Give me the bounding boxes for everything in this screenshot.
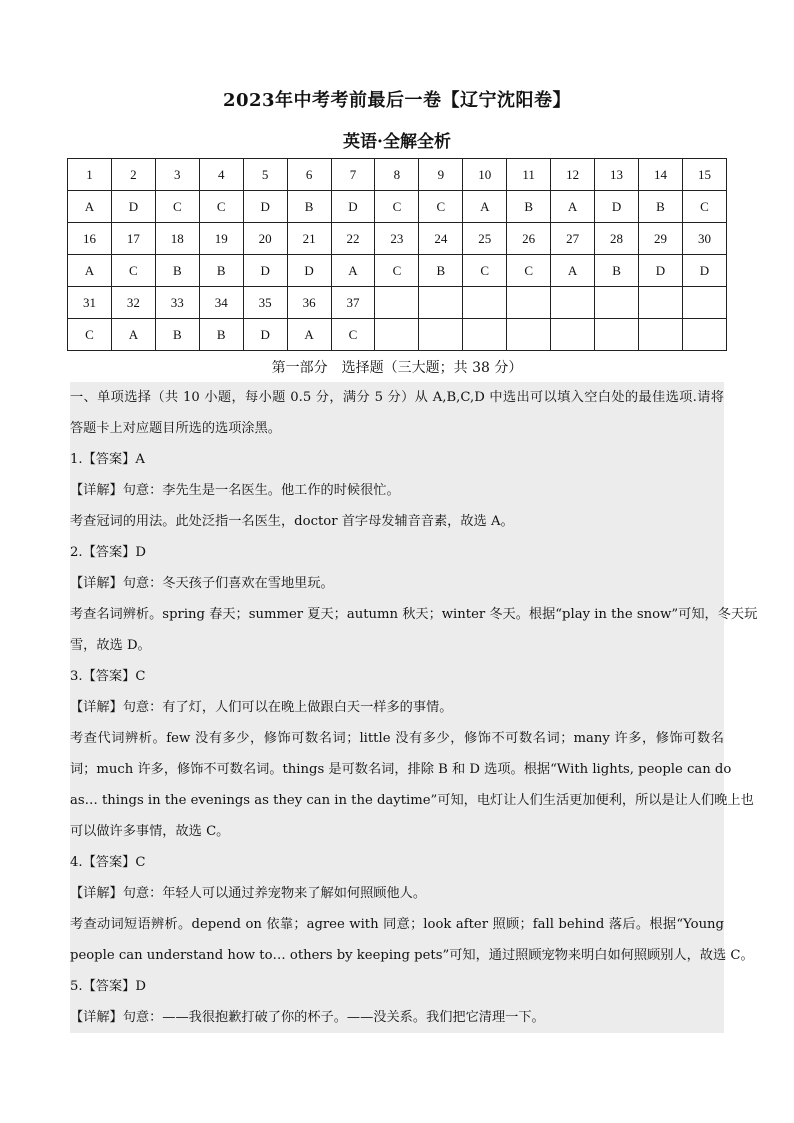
- answer-cell: C: [68, 319, 112, 351]
- answer-cell: C: [682, 191, 726, 223]
- question-number-cell: 19: [199, 223, 243, 255]
- answer-cell: [595, 319, 639, 351]
- question-number-cell: 28: [595, 223, 639, 255]
- question-number-cell: 16: [68, 223, 112, 255]
- question-number-cell: 26: [507, 223, 551, 255]
- question-number-cell: 37: [331, 287, 375, 319]
- question-number-cell: 29: [638, 223, 682, 255]
- question-number-cell: [419, 287, 463, 319]
- answer-cell: D: [111, 191, 155, 223]
- question-number-row: [68, 287, 727, 319]
- question-number-cell: 12: [551, 159, 595, 191]
- answer-cell: B: [199, 255, 243, 287]
- page-title: 2023年中考考前最后一卷【辽宁沈阳卷】: [222, 90, 572, 111]
- question-number-cell: [551, 287, 595, 319]
- page-subtitle: 英语·全解全析: [343, 132, 451, 152]
- question-number-cell: [375, 287, 419, 319]
- question-number-cell: 24: [419, 223, 463, 255]
- question-number-cell: 18: [155, 223, 199, 255]
- explanation-line: 考查动词短语辨析。depend on 依靠；agree with 同意；look after 照顾；fall behind 落后。根据“Young: [70, 909, 724, 940]
- question-number-cell: 35: [243, 287, 287, 319]
- answer-cell: D: [243, 319, 287, 351]
- question-number-cell: 11: [507, 159, 551, 191]
- question-number-cell: 9: [419, 159, 463, 191]
- answer-cell: D: [682, 255, 726, 287]
- instruction-line: 一、单项选择（共 10 小题，每小题 0.5 分，满分 5 分）从 A,B,C,D 中选出可以填入空白处的最佳选项.请将: [70, 382, 724, 413]
- answer-letter-row: [68, 255, 727, 287]
- answer-cell: D: [595, 191, 639, 223]
- explanation-line: 考查冠词的用法。此处泛指一名医生，doctor 首字母发辅音音素，故选 A。: [70, 506, 724, 537]
- question-number-cell: 1: [68, 159, 112, 191]
- answer-cell: [375, 319, 419, 351]
- explanation-line: 【详解】句意：年轻人可以通过养宠物来了解如何照顾他人。: [70, 878, 724, 909]
- answer-cell: B: [595, 255, 639, 287]
- answer-cell: A: [551, 191, 595, 223]
- answer-cell: A: [287, 319, 331, 351]
- question-number-cell: 34: [199, 287, 243, 319]
- answer-cell: [551, 319, 595, 351]
- answer-cell: [638, 319, 682, 351]
- question-number-cell: 33: [155, 287, 199, 319]
- explanation-line: people can understand how to… others by keeping pets”可知，通过照顾宠物来明白如何照顾别人，故选 C。: [70, 940, 724, 971]
- answer-cell: [419, 319, 463, 351]
- answer-cell: C: [331, 319, 375, 351]
- answer-heading: 5.【答案】D: [70, 971, 724, 1002]
- explanation-line: as… things in the evenings as they can in the daytime”可知，电灯让人们生活更加便利，所以是让人们晚上也: [70, 785, 724, 816]
- question-number-cell: [638, 287, 682, 319]
- explanation-line: 考查代词辨析。few 没有多少，修饰可数名词；little 没有多少，修饰不可数名词；many 许多，修饰可数名: [70, 723, 724, 754]
- explanation-body: [70, 382, 758, 1033]
- answer-cell: C: [111, 255, 155, 287]
- answer-heading: 2.【答案】D: [70, 537, 724, 568]
- explanation-line: 考查名词辨析。spring 春天；summer 夏天；autumn 秋天；winter 冬天。根据“play in the snow”可知，冬天玩: [70, 599, 724, 630]
- question-number-cell: 25: [463, 223, 507, 255]
- question-number-cell: 7: [331, 159, 375, 191]
- question-number-cell: [682, 287, 726, 319]
- answer-cell: A: [331, 255, 375, 287]
- question-number-cell: 2: [111, 159, 155, 191]
- answer-cell: B: [638, 191, 682, 223]
- answer-cell: A: [68, 255, 112, 287]
- question-number-cell: 27: [551, 223, 595, 255]
- question-number-cell: 4: [199, 159, 243, 191]
- answer-heading: 3.【答案】C: [70, 661, 724, 692]
- question-number-cell: 20: [243, 223, 287, 255]
- question-number-cell: 30: [682, 223, 726, 255]
- answer-cell: D: [243, 255, 287, 287]
- answer-cell: B: [419, 255, 463, 287]
- question-number-cell: 15: [682, 159, 726, 191]
- answer-cell: [463, 319, 507, 351]
- answer-cell: C: [419, 191, 463, 223]
- explanation-line: 【详解】句意：李先生是一名医生。他工作的时候很忙。: [70, 475, 724, 506]
- question-number-cell: 17: [111, 223, 155, 255]
- explanation-line: 词；much 许多，修饰不可数名词。things 是可数名词，排除 B 和 D 选项。根据“With lights, people can do: [70, 754, 724, 785]
- question-number-cell: 31: [68, 287, 112, 319]
- answer-cell: C: [507, 255, 551, 287]
- answer-cell: D: [331, 191, 375, 223]
- explanation-line: 雪，故选 D。: [70, 630, 724, 661]
- answer-cell: B: [155, 255, 199, 287]
- answer-cell: A: [551, 255, 595, 287]
- answer-cell: D: [638, 255, 682, 287]
- answer-cell: [507, 319, 551, 351]
- question-number-cell: 3: [155, 159, 199, 191]
- question-number-cell: 22: [331, 223, 375, 255]
- answer-cell: A: [68, 191, 112, 223]
- question-number-row: [68, 159, 727, 191]
- question-number-cell: [595, 287, 639, 319]
- question-number-cell: 32: [111, 287, 155, 319]
- answer-table: [67, 158, 727, 351]
- answer-cell: C: [375, 255, 419, 287]
- explanation-line: 可以做许多事情，故选 C。: [70, 816, 724, 847]
- answer-heading: 4.【答案】C: [70, 847, 724, 878]
- answer-cell: C: [199, 191, 243, 223]
- explanation-line: 【详解】句意：——我很抱歉打破了你的杯子。——没关系。我们把它清理一下。: [70, 1002, 724, 1033]
- explanation-line: 【详解】句意：有了灯，人们可以在晚上做跟白天一样多的事情。: [70, 692, 724, 723]
- section-title: 第一部分 选择题（三大题；共 38 分）: [271, 360, 523, 376]
- answer-cell: [682, 319, 726, 351]
- answer-cell: C: [375, 191, 419, 223]
- answer-cell: C: [155, 191, 199, 223]
- question-number-cell: 10: [463, 159, 507, 191]
- answer-cell: D: [287, 255, 331, 287]
- instruction-line: 答题卡上对应题目所选的选项涂黑。: [70, 413, 724, 444]
- answer-cell: B: [507, 191, 551, 223]
- answer-cell: A: [111, 319, 155, 351]
- answer-heading: 1.【答案】A: [70, 444, 724, 475]
- question-number-cell: 8: [375, 159, 419, 191]
- answer-cell: B: [287, 191, 331, 223]
- answer-cell: B: [199, 319, 243, 351]
- question-number-cell: 14: [638, 159, 682, 191]
- answer-letter-row: [68, 319, 727, 351]
- answer-cell: C: [463, 255, 507, 287]
- question-number-cell: [507, 287, 551, 319]
- question-number-cell: 5: [243, 159, 287, 191]
- question-number-cell: 23: [375, 223, 419, 255]
- question-number-cell: 21: [287, 223, 331, 255]
- question-number-row: [68, 223, 727, 255]
- answer-cell: D: [243, 191, 287, 223]
- answer-letter-row: [68, 191, 727, 223]
- question-number-cell: [463, 287, 507, 319]
- question-number-cell: 6: [287, 159, 331, 191]
- answer-cell: A: [463, 191, 507, 223]
- question-number-cell: 13: [595, 159, 639, 191]
- question-number-cell: 36: [287, 287, 331, 319]
- explanation-line: 【详解】句意：冬天孩子们喜欢在雪地里玩。: [70, 568, 724, 599]
- answer-cell: B: [155, 319, 199, 351]
